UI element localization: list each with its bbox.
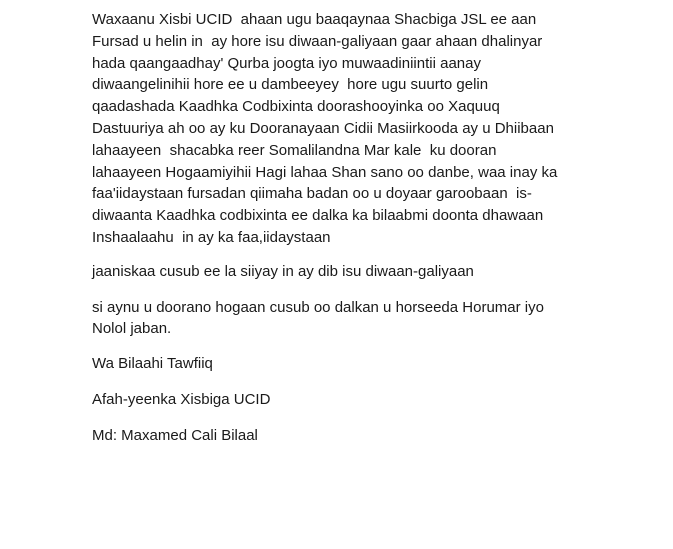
paragraph-line: Inshaalaahu in ay ka faa,iidaystaan (92, 228, 331, 246)
paragraph-line: Waxaanu Xisbi UCID ahaan ugu baaqaynaa Shacbiga JSL ee aan (92, 11, 537, 28)
paragraph-line: si aynu u doorano hogaan cusub oo dalkan u horseeda Horumar iyo (92, 298, 544, 316)
main-paragraph (92, 9, 652, 249)
letter-body (92, 9, 652, 461)
paragraph-line: Nolol jaban. (92, 320, 172, 338)
closing-line: Wa Bilaahi Tawfiiq (92, 355, 213, 373)
paragraph-line: hada qaangaadhay' Qurba joogta iyo muwaadiniintii aanay (92, 54, 481, 72)
paragraph-line: Dastuuriya ah oo ay ku Dooranayaan Cidii Masiirkooda ay u Dhiibaan (92, 119, 554, 137)
paragraph-line: lahaayeen Hogaamiyihii Hagi lahaa Shan sano oo danbe, waa inay ka (92, 163, 558, 181)
paragraph-line: qaadashada Kaadhka Codbixinta doorashooyinka oo Xaquuq (92, 98, 500, 116)
second-paragraph: jaaniskaa cusub ee la siiyay in ay dib isu diwaan-galiyaan (92, 262, 474, 280)
signatory-organization: Afah-yeenka Xisbiga UCID (92, 390, 271, 408)
paragraph-line: faa'iidaystaan fursadan qiimaha badan oo u doyaar garoobaan is- (92, 185, 532, 203)
paragraph-line: lahaayeen shacabka reer Somalilandna Mar kale ku dooran (92, 141, 497, 159)
paragraph-line: Fursad u helin in ay hore isu diwaan-galiyaan gaar ahaan dhalinyar (92, 32, 543, 50)
third-paragraph (92, 297, 652, 341)
signatory-name: Md: Maxamed Cali Bilaal (92, 426, 258, 444)
paragraph-line: diwaanta Kaadhka codbixinta ee dalka ka bilaabmi doonta dhawaan (92, 207, 544, 225)
paragraph-line: diwaangelinihii hore ee u dambeeyey hore ugu suurto gelin (92, 76, 489, 94)
